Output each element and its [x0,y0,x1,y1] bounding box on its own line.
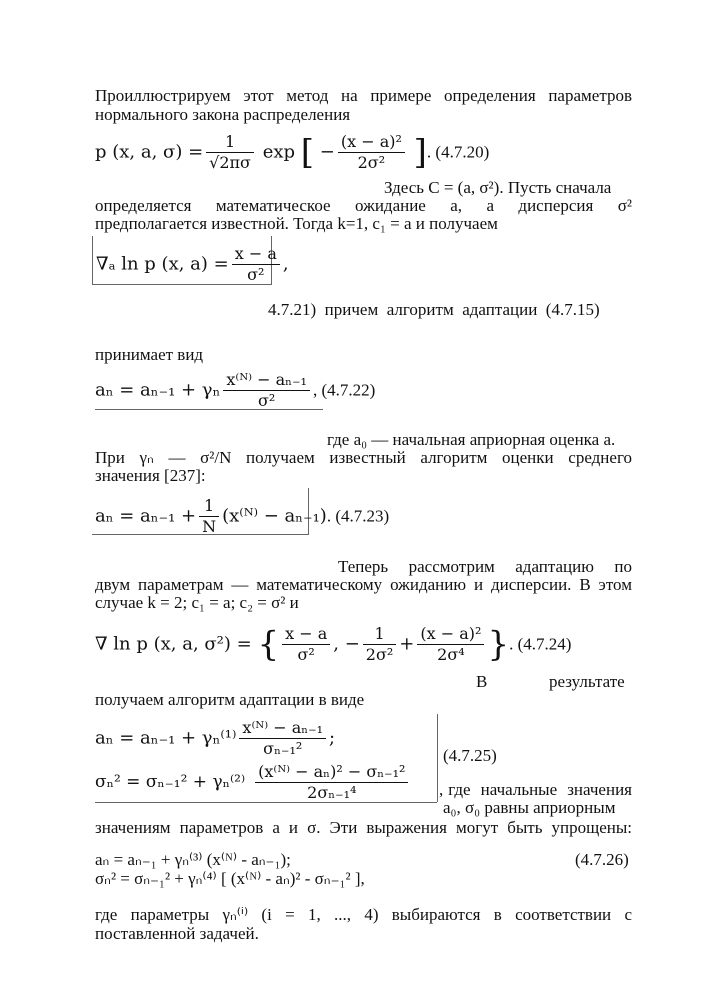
para7-line-1: значениям параметров a и σ. Эти выражения могут быть упрощены: [95,818,632,837]
equation-4-7-21: ∇ₐ ln p (x, a) = $\frac{x - a}{\text{σ²}}$ , [96,244,289,284]
equation-4-7-26-line-1: aₙ = aₙ₋₁ + γₙ⁽³⁾ (x⁽ᴺ⁾ - aₙ₋₁); [95,850,291,869]
equation-4-7-25-line-2: σₙ² = σₙ₋₁² + γₙ⁽²⁾ $\frac{\text{(x⁽ᴺ⁾ − aₙ)² − σₙ₋₁²}}{\text{2σₙ₋₁⁴}}$ [95,762,411,803]
para3-line-2: принимает вид [95,345,204,364]
eq25-tail-1: , где начальные значения [439,780,632,799]
fraction: $\frac{1}{N}$ [199,496,219,537]
equation-4-7-23: aₙ = aₙ₋₁ + $\frac{1}{N}$ (x⁽ᴺ⁾ − aₙ₋₁). (4.7.23) [95,496,390,536]
para6-word-2: результате [549,672,625,691]
fraction: $\frac{1}{\text{2σ²}}$ [363,624,397,665]
fraction: $\frac{\text{x⁽ᴺ⁾ − aₙ₋₁}}{\text{σₙ₋₁²}}$ [239,718,326,759]
equation-label: , (4.7.22) [312,380,376,400]
para5-line-3: случае k = 2; c₁ = a; c₂ = σ² и [95,593,299,612]
para5-line-1: Теперь рассмотрим адаптацию по [338,557,632,576]
fraction: $\frac{\text{(x − a)²}}{\text{2σ²}}$ [338,132,405,173]
para5-line-2: двум параметрам — математическому ожиданию и дисперсии. В этом [95,575,632,594]
para4-line-3: значения [237]: [95,466,206,485]
equation-label: . (4.7.20) [426,142,490,162]
para8-line-2: поставленной задачей. [95,924,259,943]
para6-word-1: В [476,672,488,691]
equation-4-7-26-line-2: σₙ² = σₙ₋₁² + γₙ⁽⁴⁾ [ (x⁽ᴺ⁾ - aₙ)² - σₙ₋₁² ], [95,869,365,888]
fraction: $\frac{\text{x⁽ᴺ⁾ − aₙ₋₁}}{\text{σ²}}$ [223,370,310,411]
equation-label: (4.7.25) [443,746,497,765]
equation-underline [95,409,323,410]
para4-line-2: При γₙ — σ²/N получаем известный алгоритм оценки среднего [95,448,632,467]
fraction: $\frac{x - a}{\text{σ²}}$ [282,624,330,665]
equation-frame-right [437,714,438,802]
right-brace: } [487,624,510,665]
equation-label: . (4.7.24) [509,634,572,654]
para8-line-1: где параметры γₙ⁽ⁱ⁾ (i = 1, ..., 4) выбираются в соответствии с [95,905,632,924]
equation-4-7-22: aₙ = aₙ₋₁ + γₙ $\frac{\text{x⁽ᴺ⁾ − aₙ₋₁}}{\text{σ²}}$ , (4.7.22) [95,370,376,410]
eq25-tail-2: a₀, σ₀ равны априорным [443,798,616,817]
fraction: $\frac{\text{(x − a)²}}{\text{2σ⁴}}$ [417,624,484,665]
para2-line-2: определяется математическое ожидание a, а дисперсия σ² [95,196,632,215]
intro-line-1: Проиллюстрируем этот метод на примере определения параметров [95,86,632,105]
equation-4-7-25-line-1: aₙ = aₙ₋₁ + γₙ⁽¹⁾ $\frac{\text{x⁽ᴺ⁾ − aₙ₋₁}}{\text{σₙ₋₁²}}$ ; [95,718,336,758]
para6-line-2: получаем алгоритм адаптации в виде [95,690,365,709]
fraction: $\frac{x - a}{\text{σ²}}$ [232,244,280,285]
right-bracket: ] [413,132,427,173]
intro-line-2: нормального закона распределения [95,105,351,124]
equation-4-7-20: p (x, a, σ) = $\frac{1}{√2\pi\sigma}$ exp [ − $\frac{\text{(x − a)²}}{\text{2σ²}}$ ]. (4.7.20) [95,132,490,173]
fraction: $\frac{\text{(x⁽ᴺ⁾ − aₙ)² − σₙ₋₁²}}{\text{2σₙ₋₁⁴}}$ [255,762,408,803]
fraction: $\frac{1}{√2\pi\sigma}$ [206,132,254,173]
para4-line-1: где a₀ — начальная априорная оценка a. [327,430,616,449]
equation-label: . (4.7.23) [326,506,390,526]
left-bracket: [ [300,132,315,173]
para2-line-1: Здесь C = (a, σ²). Пусть сначала [384,178,612,197]
para3-line-1: 4.7.21) причем алгоритм адаптации (4.7.15) [268,300,600,319]
left-brace: { [257,624,280,665]
equation-label: (4.7.26) [575,850,629,869]
equation-4-7-24: ∇ ln p (x, a, σ²) = { $\frac{x - a}{\text{σ²}}$ , − $\frac{1}{\text{2σ²}}$ + $\frac{\text{(x − a)²}}{\text{2σ⁴}}$ }. (4.7.24) [95,624,572,665]
para2-line-3: предполагается известной. Тогда k=1, c₁ = a и получаем [95,214,498,233]
